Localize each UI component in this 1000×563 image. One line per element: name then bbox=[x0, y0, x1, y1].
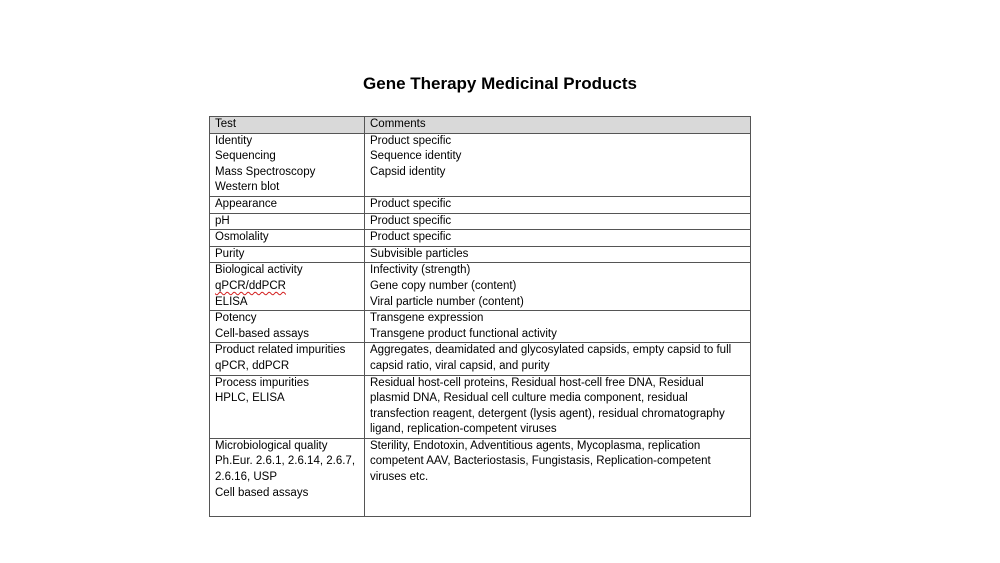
table-row bbox=[210, 311, 751, 343]
comment-line: Product specific bbox=[370, 134, 452, 147]
table-row bbox=[210, 213, 751, 230]
comment-line: Capsid identity bbox=[370, 165, 446, 178]
test-line: qPCR, ddPCR bbox=[215, 359, 290, 372]
test-line: Biological activity bbox=[215, 264, 303, 277]
test-line: qPCR/ddPCR bbox=[215, 279, 286, 292]
comments-cell bbox=[365, 196, 751, 213]
table-row bbox=[210, 246, 751, 263]
test-line: Potency bbox=[215, 312, 257, 325]
comments-cell bbox=[365, 213, 751, 230]
comment-line: Transgene product functional activity bbox=[370, 327, 557, 340]
test-line: Microbiological quality bbox=[215, 439, 328, 452]
test-cell bbox=[210, 213, 365, 230]
test-cell bbox=[210, 133, 365, 196]
comment-line: Infectivity (strength) bbox=[370, 264, 471, 277]
comments-cell bbox=[365, 133, 751, 196]
comments-cell bbox=[365, 311, 751, 343]
test-cell bbox=[210, 246, 365, 263]
test-line: Osmolality bbox=[215, 231, 269, 244]
column-header-test: Test bbox=[210, 117, 365, 134]
table-row bbox=[210, 230, 751, 247]
comments-cell bbox=[365, 230, 751, 247]
comment-line: Gene copy number (content) bbox=[370, 279, 517, 292]
comments-cell bbox=[365, 343, 751, 375]
comment-line: Transgene expression bbox=[370, 312, 484, 325]
test-cell bbox=[210, 311, 365, 343]
test-line: Identity bbox=[215, 134, 253, 147]
table-row bbox=[210, 343, 751, 375]
table-row bbox=[210, 263, 751, 311]
table-row bbox=[210, 438, 751, 516]
table-row bbox=[210, 196, 751, 213]
test-cell bbox=[210, 263, 365, 311]
test-line: pH bbox=[215, 214, 230, 227]
test-line: ELISA bbox=[215, 295, 248, 308]
test-line: Product related impurities bbox=[215, 344, 346, 357]
comment-text: Residual host-cell proteins, Residual host-cell free DNA, Residual plasmid DNA, Residual cell culture media component, residual transfection reagent, detergent (lysis agent), residual chromatography ligand, replication-competent viruses bbox=[370, 376, 725, 436]
test-line: Cell based assays bbox=[215, 486, 309, 499]
test-line: Sequencing bbox=[215, 150, 276, 163]
column-header-comments: Comments bbox=[365, 117, 751, 134]
comments-cell bbox=[365, 438, 751, 516]
test-line: Process impurities bbox=[215, 376, 309, 389]
test-specification-table bbox=[209, 116, 751, 517]
test-cell bbox=[210, 438, 365, 516]
table-header-row bbox=[210, 117, 751, 134]
test-line: Ph.Eur. 2.6.1, 2.6.14, 2.6.7, 2.6.16, USP bbox=[215, 455, 356, 484]
test-line: HPLC, ELISA bbox=[215, 392, 285, 405]
test-line: Western blot bbox=[215, 181, 280, 194]
test-cell bbox=[210, 230, 365, 247]
comment-line: Sequence identity bbox=[370, 150, 462, 163]
test-line: Cell-based assays bbox=[215, 327, 309, 340]
comment-line: Viral particle number (content) bbox=[370, 295, 524, 308]
test-line: Appearance bbox=[215, 197, 278, 210]
comments-cell bbox=[365, 263, 751, 311]
comment-line: Product specific bbox=[370, 197, 452, 210]
comment-line: Subvisible particles bbox=[370, 247, 469, 260]
test-line: Mass Spectroscopy bbox=[215, 165, 316, 178]
comments-cell bbox=[365, 375, 751, 438]
test-line: Purity bbox=[215, 247, 245, 260]
page-title: Gene Therapy Medicinal Products bbox=[363, 74, 637, 93]
table-row bbox=[210, 133, 751, 196]
test-cell bbox=[210, 196, 365, 213]
comment-text: Sterility, Endotoxin, Adventitious agents, Mycoplasma, replication competent AAV, Bacteriostasis, Fungistasis, Replication-competent viruses etc. bbox=[370, 439, 711, 484]
test-cell bbox=[210, 343, 365, 375]
comment-line: Product specific bbox=[370, 231, 452, 244]
test-cell bbox=[210, 375, 365, 438]
comments-cell bbox=[365, 246, 751, 263]
comment-text: Aggregates, deamidated and glycosylated capsids, empty capsid to full capsid ratio, viral capsid, and purity bbox=[370, 344, 732, 372]
comment-line: Product specific bbox=[370, 214, 452, 227]
table-row bbox=[210, 375, 751, 438]
